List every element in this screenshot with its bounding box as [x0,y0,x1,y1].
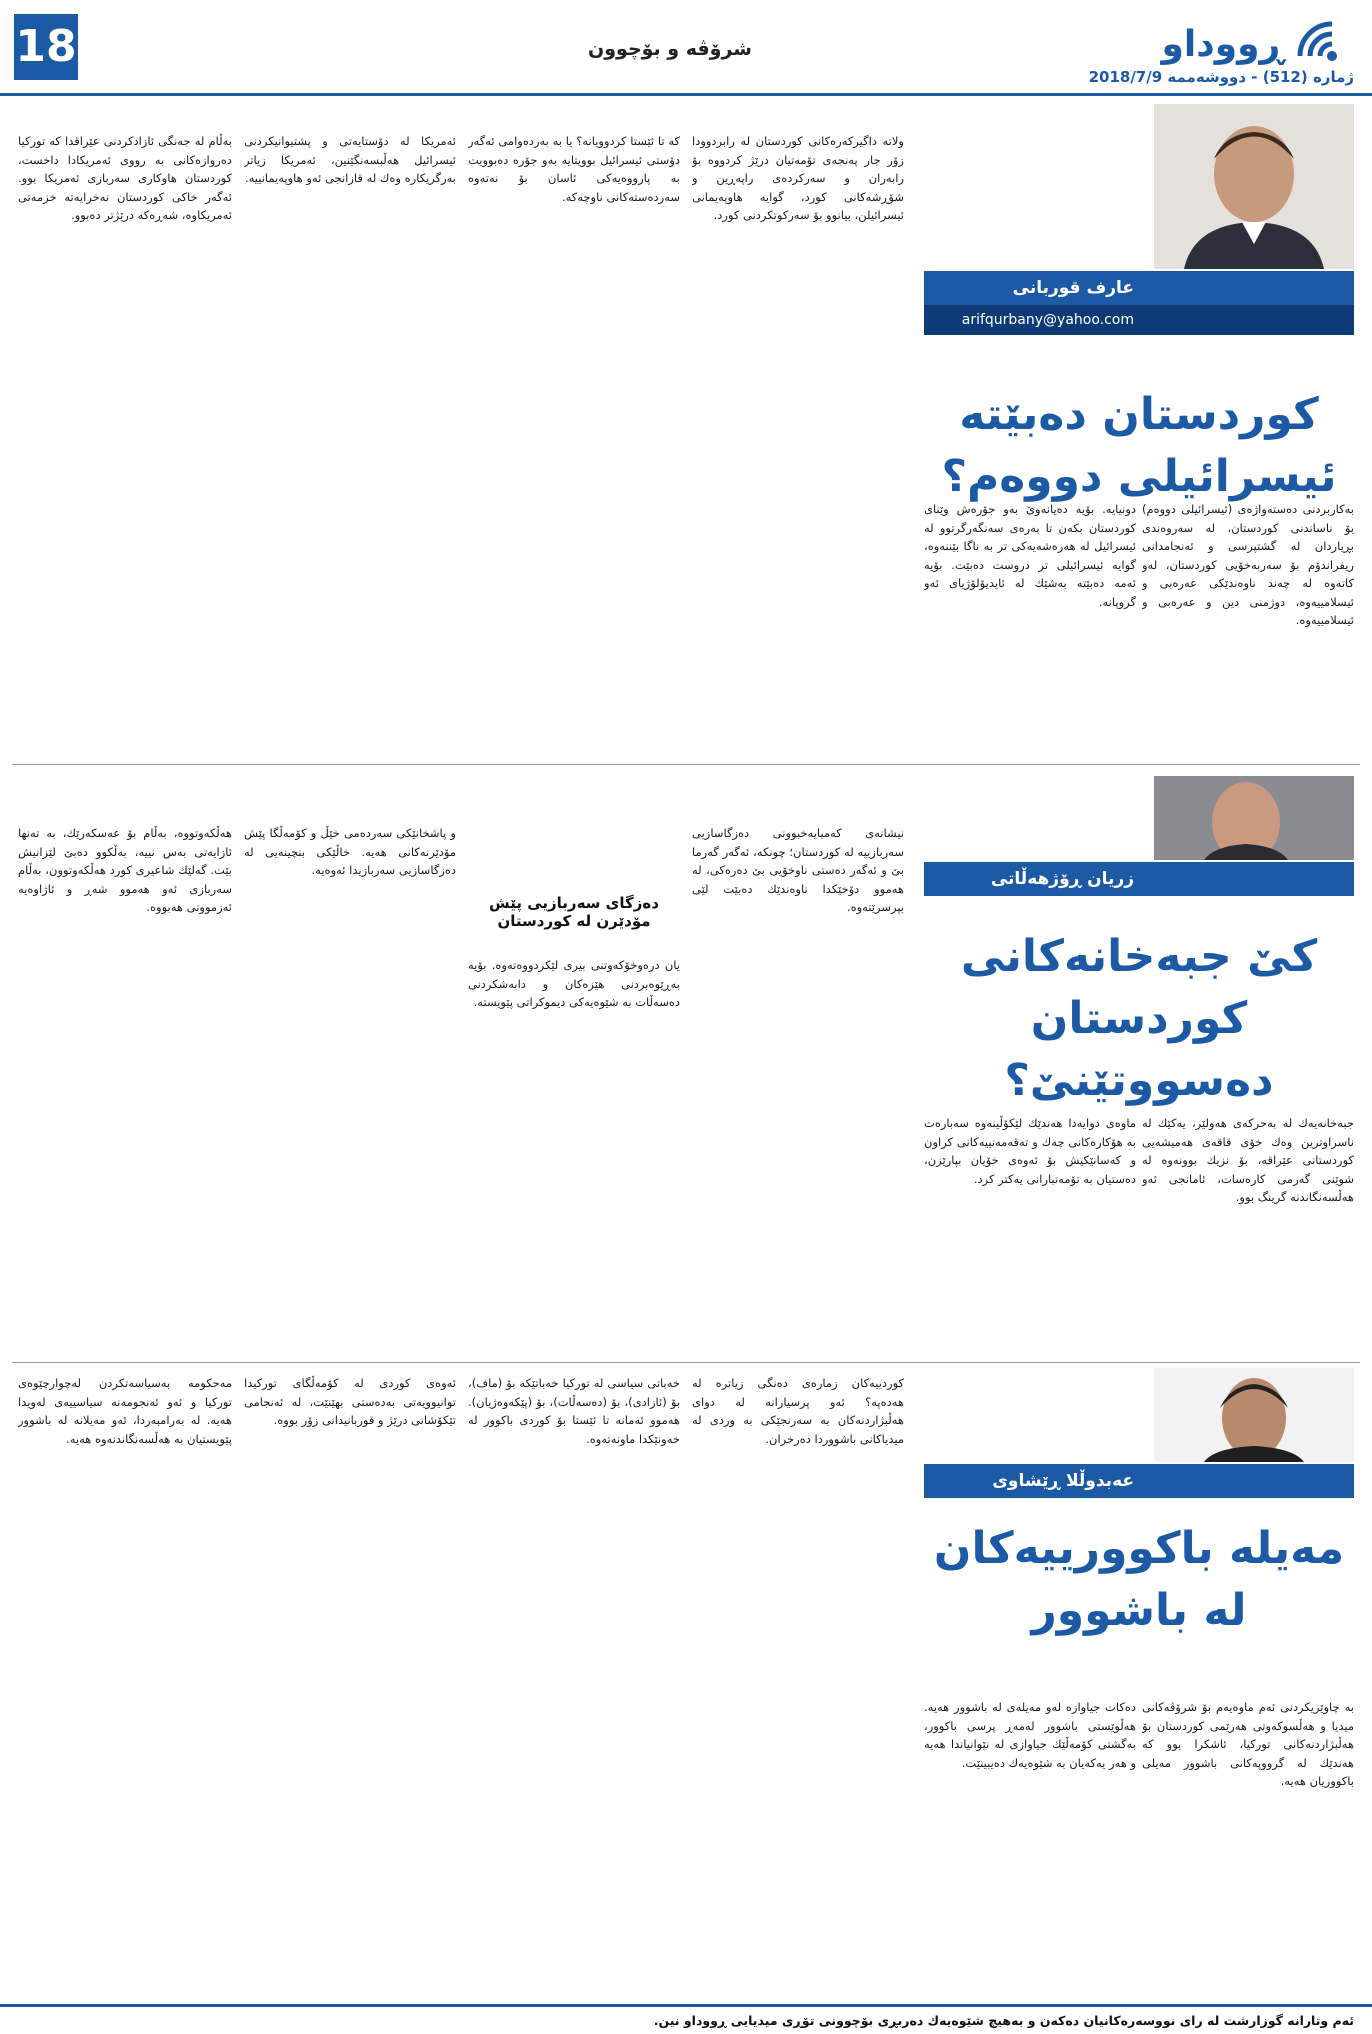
section-title: شرۆڤە و بۆچوون [588,38,752,60]
text-column: ولاتە داگیركەرەكانی كوردستان لە رابردوودا زۆر جار پەنجەی تۆمەتیان درێژ كردووە بۆ رابەران و سەركردەی راپەڕین و شۆڕشەكانی كورد، گوایە هاوپەیمانی ئیسرائیلن، بیانوو بۆ سەركوتكردنی كورد. [692,134,904,222]
portrait-icon [1154,776,1354,860]
logo-text: ڕووداو [1161,24,1284,65]
article-2 [0,776,1372,1356]
page-header [0,0,1372,96]
text-column: دەكات جیاوازە لەو مەیلەی لە باشوور هەیە. هەڵوێستی باشوور لەمەڕ پرسی باكوور، بەگشتی كۆمەڵێك جیاوازی لە نێوانیاندا هەیە و هەر یەكەیان بە شێوەیەك دەیبینێت. [924,1700,1136,1770]
text-column: ئەوەی كوردی لە كۆمەڵگای توركیدا توانیوویەتی بەدەستی بهێنێت، لە ئەنجامی تێكۆشانی درێژ و قوربانیدانی زۆر بووە. [244,1376,456,1427]
divider [12,1362,1360,1363]
text-column: و پاشخانێكی سەردەمی خێڵ و كۆمەڵگا پێش مۆدێرنەكانی هەیە. خاڵێكی بنچینەیی لە دەزگاسازیی سەربازیدا ئەوەیە. [244,826,456,877]
text-column: دونیایە. بۆیە دەیانەوێ بەو جۆرەش وێنای كوردستان بكەن تا بەرەی سەنگەرگرتوو لە ئیسرائیل لە هەرەشەیەكی تر بە ناگا بێننەوە، گوایە ئیسرائیلی تر دروست دەبێت. بۆیە ئەمە دەبێتە بەشێك لە ئایدیۆلۆژیای ئەو گروپانە. [924,502,1136,609]
text-column: كوردییەكان زمارەی دەنگی زیاتره لە هەدەپە؟ ئەو پرسیارانە لە دوای هەڵبژاردنەكان بە سەرنجێكی بە وردی لە میدیاكانی باشووردا دەرخران. [692,1376,904,1446]
subhead: دەزگای سەربازیی پێش مۆدێرن لە كوردستان [489,894,659,930]
author-photo [1154,776,1354,860]
text-column: جبەخانەیەك لە بەحركەی هەولێر، یەكێك لە ناسراوترین وەك خۆی قاقەی هەمیشەیی كوردستانی عێراقە، بۆ نزیك بوونەوە لە شوێنی گەرمی كارەسات، ئامانجی ئەو هەڵسەنگاندنە گرینگ بوو. [1142,1116,1354,1204]
text-column: هەڵكەوتووە، بەڵام بۆ عەسكەرێك، بە تەنها ئازایەتی بەس نییە، بەڵكوو دەبێ لێزانیش بێت. گەلێك شاعیری كورد هەڵكەوتوون، بەڵام سەربازی ئەو هەموو شەڕ و ئاژاوەیە ئەزموونی هەبووە. [18,826,232,914]
footer-disclaimer: ئەم وتارانە گوزارشت لە رای نووسەرەكانیان دەكەن و بەهیچ شێوەیەك دەربڕی بۆچوونی تۆڕی میدیایی ڕووداو نین. [653,2013,1354,2028]
portrait-icon [1154,1368,1354,1462]
text-column: مەحكومە بەسیاسەتكردن لەچوارچێوەی توركیا و ئەو ئەنجومەنە سیاسییەی لەویدا هەیە. لە بەرامبەردا، ئەو مەیلانە لە باشوور پێویستیان بە هەڵسەنگاندنەوە هەیە. [18,1376,232,1446]
author-name: عارف قوربانی [924,271,1354,305]
article-3 [0,1368,1372,1998]
author-photo [1154,1368,1354,1462]
divider [12,764,1360,765]
text-column: ئەمریكا لە دۆستایەتی و پشتیوانیكردنی ئیسرائیل هەڵبسەنگێنین، ئەمریكا زیاتر بەرگریكارە وەك لە قازانجی ئەو هاوپەیمانییە. [244,134,456,185]
author-box [924,104,1354,334]
text-column: كە تا ئێستا كردوویانە؟ یا بە بەردەوامی ئەگەر دۆستی ئیسرائیل بوویتایە بەو جۆرە دەبوویت بە پارووەیەكی ئاسان بۆ نەتەوە سەردەستەكانی ناوچەكە. [468,134,680,204]
headline: كوردستان دەبێتە ئیسرائیلی دووەم؟ [941,389,1337,502]
page-number: 18 [14,14,78,80]
portrait-icon [1154,104,1354,269]
text-column: بەكاربردنی دەستەواژەی (ئیسرائیلی دووەم) بۆ ناساندنی كوردستان، لە سەروەندی بڕیاردان لە گشتپرسی و ئەنجامدانی ریفراندۆم بۆ سەربەخۆیی كوردستان، لەو كاتەوە لە چەند ناوەندێكی عەرەبی و ئیسلامییەوە، دوژمنی دین و عەرەبی و ئیسلامییەوە. [1142,502,1354,627]
author-photo [1154,104,1354,269]
page-footer [0,2004,1372,2034]
issue-line: ژمارە (512) - دووشەممە 2018/7/9 [1088,68,1354,86]
author-box [924,776,1354,896]
author-box [924,1368,1354,1498]
text-column: یان درەوخۆكەوتنی بیری لێكردووەتەوە. بۆیە بەڕێوەبردنی هێزەكان و دابەشكردنی دەسەڵات بە شێوەیەكی دیموكراتی پێویستە. [468,958,680,1009]
text-column: ماوەی دوایەدا هەندێك لێكۆڵینەوە سەبارەت بە هۆكارەكانی چەك و تەقەمەنییەكانی كراون و كەسانێكیش بۆ ئەوەی خۆیان بپارێزن، دەستیان بە تۆمەتبارانی یەكتر كرد. [924,1116,1136,1186]
author-name: زریان ڕۆژهەڵاتی [924,862,1354,896]
text-column: نیشانەی كەمبایەخبوونی دەزگاسازیی سەربازییە لە كوردستان؛ چونكە، ئەگەر گەرما بێ و ئەگەر دەستی ناوخۆیی بێ دەرەكی، لە هەموو دۆخێكدا ناوەندێك دەبێت لێی بپرسرێتەوە. [692,826,904,914]
author-name: عەبدوڵلا ڕێشاوی [924,1464,1354,1498]
headline: كێ جبەخانەكانی كوردستان دەسووتێنێ؟ [960,931,1318,1106]
headline: مەیلە باكوورییەكان لە باشوور [933,1523,1345,1636]
article-1 [0,104,1372,754]
author-email: arifqurbany@yahoo.com [924,305,1354,335]
text-column: بە چاوێریكردنی ئەم ماوەیەم بۆ شرۆڤەكانی میدیا و هەڵسوكەوتی هەرێمی كوردستان بۆ هەڵبژاردنەكانی توركیا، ئاشكرا بوو كە هەندێك لە گرووپەكانی باشوور مەیلی باكووریان هەیە. [1142,1700,1354,1788]
text-column: خەباتی سیاسی لە توركیا خەباتێكە بۆ (ماف)، بۆ (ئازادی)، بۆ (دەسەڵات)، بۆ (پێكەوەژیان). هەموو ئەمانە تا ئێستا بۆ كوردی باكوور لە خەونێكدا ماونەتەوە. [468,1376,680,1446]
text-column: بەڵام لە جەنگی ئازادكردنی عێراقدا كە توركیا دەروازەكانی بە رووی ئەمریكادا داخست، كوردستان هاوكاری سەربازی ئەمریكا بوو. ئەگەر خاكی كوردستان نەخرایەتە خزمەتی ئەمریكاوە، شەڕەكە درێژتر دەبوو. [18,134,232,222]
rudaw-logo [1154,14,1354,74]
